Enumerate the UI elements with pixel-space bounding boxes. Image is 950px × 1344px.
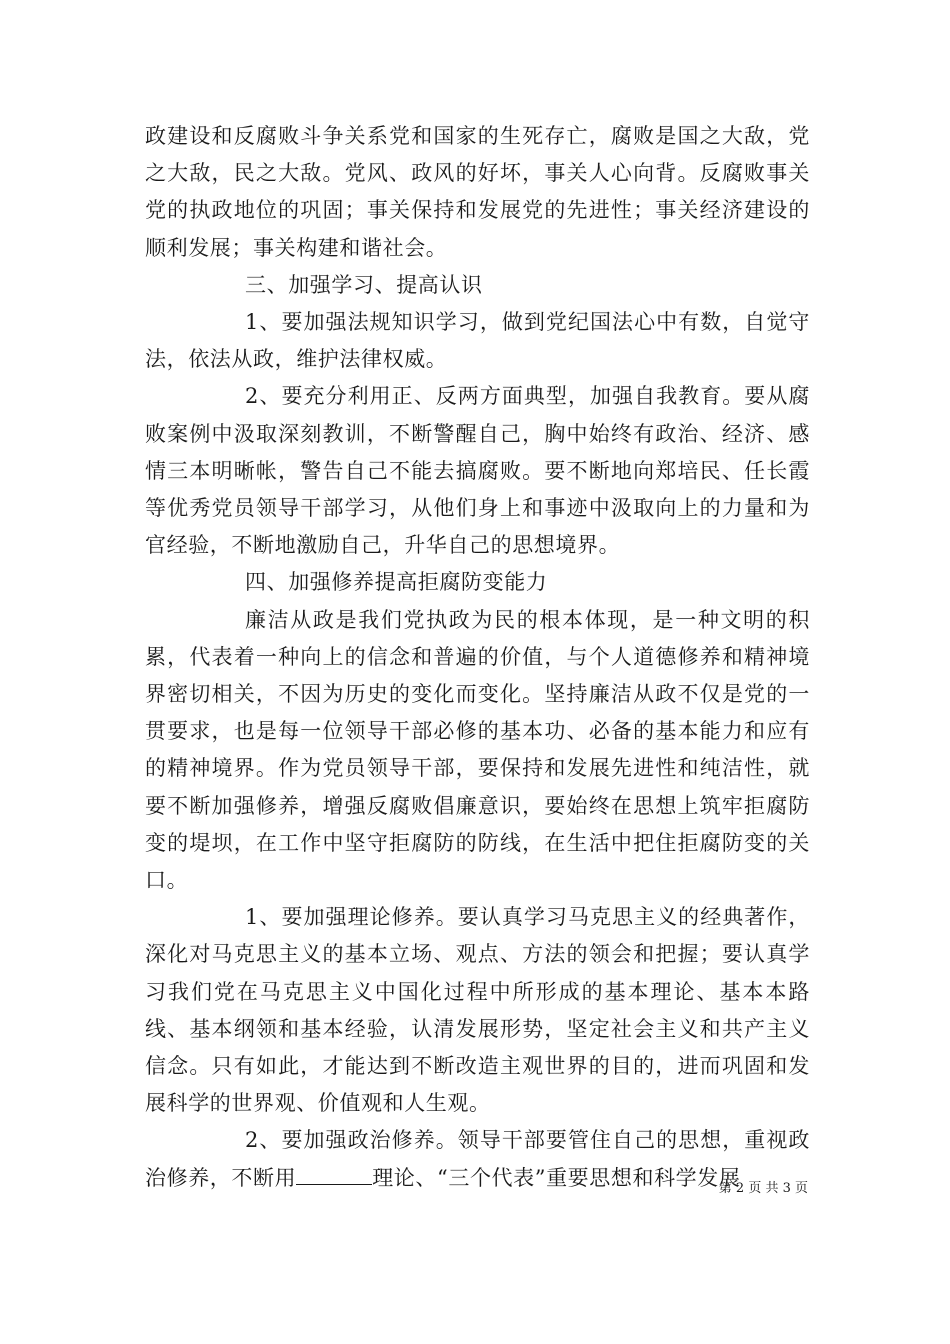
document-body <box>145 118 810 1197</box>
section-heading-4: 四、加强修养提高拒腐防变能力 <box>245 570 548 595</box>
paragraph-4-1: 1、要加强理论修养。要认真学习马克思主义的经典著作，深化对马克思主义的基本立场、观点、方法的领会和把握；要认真学习我们党在马克思主义中国化过程中所形成的基本理论、基本本路线、基本纲领和基本经验，认清发展形势，坚定社会主义和共产主义信念。只有如此，才能达到不断改造主观世界的目的，进而巩固和发展科学的世界观、价值观和人生观。 <box>145 905 810 1116</box>
paragraph-3-1: 1、要加强法规知识学习，做到党纪国法心中有数，自觉守法，依法从政，维护法律权威。 <box>145 310 810 372</box>
paragraph-4-intro: 廉洁从政是我们党执政为民的根本体现，是一种文明的积累，代表着一种向上的信念和普遍的价值，与个人道德修养和精神境界密切相关，不因为历史的变化而变化。坚持廉洁从政不仅是党的一贯要求，也是每一位领导干部必修的基本功、必备的基本能力和应有的精神境界。作为党员领导干部，要保持和发展先进性和纯洁性，就要不断加强修养，增强反腐败倡廉意识，要始终在思想上筑牢拒腐防变的堤坝，在工作中坚守拒腐防的防线，在生活中把住拒腐防变的关口。 <box>145 607 810 893</box>
paragraph-4-2-part-b: 理论、“三个代表”重要思想和科学发展 <box>372 1165 741 1190</box>
paragraph-3-2: 2、要充分利用正、反两方面典型，加强自我教育。要从腐败案例中汲取深刻教训，不断警醒自己，胸中始终有政治、经济、感情三本明晰帐，警告自己不能去搞腐败。要不断地向郑培民、任长霞等优秀党员领导干部学习，从他们身上和事迹中汲取向上的力量和为官经验，不断地激励自己，升华自己的思想境界。 <box>145 384 810 558</box>
fill-in-blank <box>296 1183 372 1185</box>
paragraph-4-2-part-a: 2、要加强政治修养。领导干部要管住自己的思想，重视政治修养，不断用 <box>145 1128 810 1190</box>
section-heading-3: 三、加强学习、提高认识 <box>245 272 483 297</box>
paragraph-4-2 <box>145 1122 810 1196</box>
page-number: 第 2 页 共 3 页 <box>718 1181 808 1196</box>
paragraph-intro: 政建设和反腐败斗争关系党和国家的生死存亡，腐败是国之大敌，党之大敌，民之大敌。党风、政风的好坏，事关人心向背。反腐败事关党的执政地位的巩固；事关保持和发展党的先进性；事关经济建设的顺利发展；事关构建和谐社会。 <box>145 124 810 260</box>
